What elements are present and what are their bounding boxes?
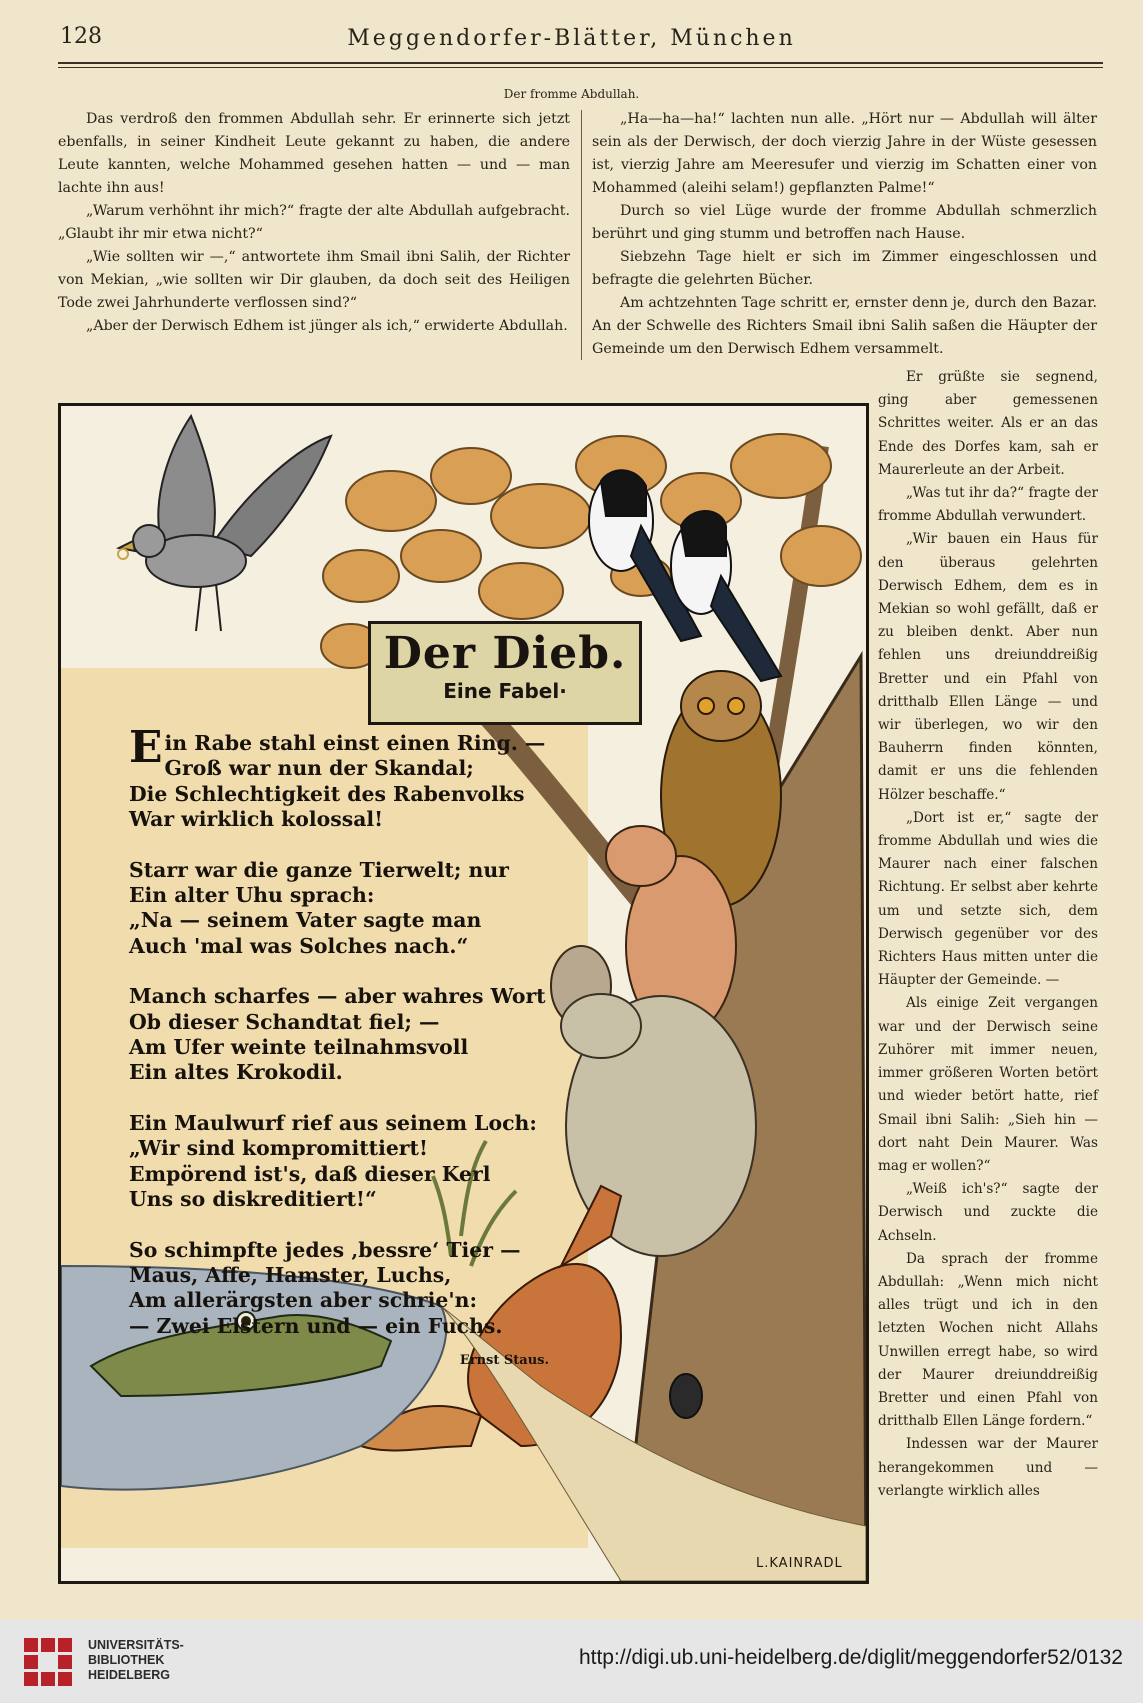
illustrator-signature: L.KAINRADL (756, 1556, 843, 1571)
paragraph: Siebzehn Tage hielt er sich im Zimmer eingeschlossen und befragte die gelehrten Bücher. (592, 249, 1097, 288)
poem-author: Ernst Staus. (459, 1353, 549, 1369)
poem-line: Ein Maulwurf rief aus seinem Loch: (129, 1110, 537, 1135)
poem-line: Am allerärgsten aber schrie'n: (129, 1288, 477, 1313)
paragraph: „Weiß ich's?“ sagte der Derwisch und zuckte die Achseln. (878, 1181, 1098, 1244)
poem-line: Ein Rabe stahl einst einen Ring. — (129, 722, 546, 773)
poem-line: Ob dieser Schandtat fiel; — (129, 1009, 440, 1034)
paragraph: Da sprach der fromme Abdullah: „Wenn mich nicht alles trügt und ich in den letzten Wochen nicht Allahs Unwillen erregt habe, so wird der Maurer dreiunddreißig Bretter und einen Pfahl von dritthalb Ellen Länge fordern.“ (878, 1250, 1098, 1430)
paragraph: „Was tut ihr da?“ fragte der fromme Abdullah verwundert. (878, 485, 1098, 525)
library-name[interactable] (88, 1638, 184, 1683)
header-rule-thin (58, 67, 1103, 68)
poem-line: Manch scharfes — aber wahres Wort (129, 984, 546, 1009)
poem-line: Empörend ist's, daß dieser Kerl (129, 1161, 491, 1186)
paragraph: Durch so viel Lüge wurde der fromme Abdullah schmerzlich berührt und ging stumm und betroffen nach Hause. (592, 203, 1097, 242)
mole (670, 1374, 702, 1418)
poem-line: Ein alter Uhu sprach: (129, 883, 375, 908)
poem-stanza (129, 858, 549, 960)
fable-poem (129, 722, 549, 1374)
paragraph: „Warum verhöhnt ihr mich?“ fragte der alte Abdullah aufgebracht. „Glaubt ihr mir etwa nicht?“ (58, 203, 570, 242)
permalink-url[interactable]: http://digi.ub.uni-heidelberg.de/diglit/meggendorfer52/0132 (578, 1646, 1123, 1669)
paragraph: „Dort ist er,“ sagte der fromme Abdullah und wies die Maurer nach einer falschen Richtung. Er selbst aber kehrte um und setzte sich, dem Derwisch gegenüber vor des Richters Haus mitten unter die Häupter der Gemeinde. — (878, 809, 1098, 989)
header-rule (58, 62, 1103, 64)
poem-stanza (129, 1238, 549, 1340)
story-left-column (58, 108, 570, 338)
paragraph: „Wir bauen ein Haus für den überaus gelehrten Derwisch Edhem, dem es in Mekian so wohl gefällt, daß er zu bleiben denkt. Aber nun fehlen uns dreiunddreißig Bretter und ein Pfahl von dritthalb Ellen Länge — und wir überlegen, wo wir den Bauherrn finden könnten, damit er uns die fehlenden Hölzer beschaffe.“ (878, 531, 1098, 803)
poem-line: „Na — seinem Vater sagte man (129, 908, 482, 933)
poem-line: Starr war die ganze Tierwelt; nur (129, 857, 509, 882)
paragraph: Das verdroß den frommen Abdullah sehr. Er erinnerte sich jetzt ebenfalls, in seiner Kindheit Leute gekannt zu haben, die andere Leute kannten, welche Mohammed gesehen hatten — und — man lachte ihn aus! (58, 111, 570, 196)
drop-cap: E (129, 722, 163, 773)
poem-line: „Wir sind kompromittiert! (129, 1136, 428, 1161)
fable-title: Der Dieb. (383, 628, 627, 679)
poem-line: Am Ufer weinte teilnahmsvoll (129, 1035, 469, 1060)
paragraph: „Ha—ha—ha!“ lachten nun alle. „Hört nur — Abdullah will älter sein als der Derwisch, der doch vierzig Jahre in der Wüste gesessen ist, vierzig Jahre am Meeresufer und vierzig im Schatten einer von Mohammed (aleihi selam!) gepflanzten Palme!“ (592, 111, 1097, 196)
library-name-line: HEIDELBERG (88, 1668, 170, 1682)
paragraph: Als einige Zeit vergangen war und der Derwisch seine Zuhörer mit immer neuen, immer größeren Worten betört und wieder betört hatte, rief Smail ibni Salih: „Sieh hin — dort naht Dein Maurer. Was mag er wollen?“ (878, 995, 1098, 1174)
story-narrow-column (878, 366, 1098, 1503)
poem-line: — Zwei Elstern und — ein Fuchs. (129, 1313, 503, 1338)
fable-illustration (58, 403, 869, 1584)
poem-line: Groß war nun der Skandal; (164, 756, 474, 781)
library-name-line: UNIVERSITÄTS- (88, 1638, 184, 1652)
fable-title-box (368, 621, 642, 725)
poem-line: Maus, Affe, Hamster, Luchs, (129, 1262, 452, 1287)
paragraph: Indessen war der Maurer herangekommen und — verlangte wirklich alles (878, 1436, 1098, 1499)
university-library-logo-icon[interactable] (22, 1636, 74, 1688)
poem-line: Uns so diskreditiert!“ (129, 1187, 377, 1212)
fable-subtitle: Eine Fabel· (443, 679, 567, 703)
viewer-footer (0, 1620, 1143, 1703)
paragraph: Am achtzehnten Tage schritt er, ernster denn je, durch den Bazar. An der Schwelle des Richters Smail ibni Salih saßen die Häupter der Gemeinde um den Derwisch Edhem versammelt. (592, 295, 1097, 357)
poem-line: Ein altes Krokodil. (129, 1060, 343, 1085)
poem-line: War wirklich kolossal! (129, 807, 384, 832)
paragraph: „Aber der Derwisch Edhem ist jünger als ich,“ erwiderte Abdullah. (86, 318, 568, 334)
column-divider (581, 110, 582, 360)
poem-line: So schimpfte jedes ‚bessre‘ Tier — (129, 1237, 521, 1262)
paragraph: Er grüßte sie segnend, ging aber gemessenen Schrittes weiter. Als er an das Ende des Dorfes kam, sah er Maurerleute an der Arbeit. (878, 369, 1098, 478)
poem-stanza (129, 1111, 549, 1213)
page-number: 128 (60, 24, 102, 49)
library-name-line: BIBLIOTHEK (88, 1653, 165, 1667)
running-title: Meggendorfer-Blätter, München (347, 26, 796, 51)
poem-stanza (129, 722, 549, 833)
poem-line: Die Schlechtigkeit des Rabenvolks (129, 781, 525, 806)
paragraph: „Wie sollten wir —,“ antwortete ihm Smail ibni Salih, der Richter von Mekian, „wie sollten wir Dir glauben, da doch seit des Heiligen Tode zwei Jahrhunderte verflossen sind?“ (58, 249, 570, 311)
poem-line: Auch 'mal was Solches nach.“ (129, 933, 469, 958)
story-subtitle: Der fromme Abdullah. (503, 87, 640, 101)
story-right-column (592, 108, 1097, 361)
poem-stanza (129, 984, 549, 1086)
